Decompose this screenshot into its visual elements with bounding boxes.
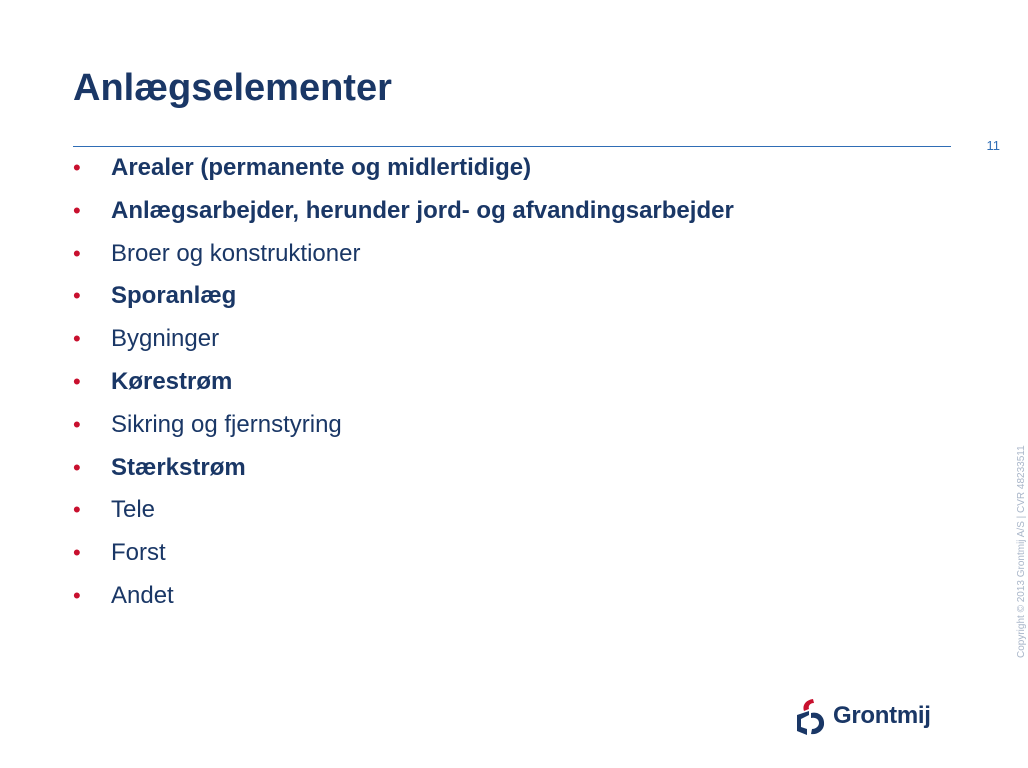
bullet-text: Tele [111, 496, 156, 524]
bullet-list [73, 148, 933, 619]
title-divider [73, 146, 951, 147]
bullet-item-staerkstroem [73, 448, 933, 491]
grontmij-logo [795, 695, 955, 739]
bullet-icon: • [73, 283, 81, 309]
bullet-item-sikring [73, 405, 933, 448]
bullet-item-andet [73, 576, 933, 619]
logo-wordmark: Grontmij [833, 702, 931, 729]
bullet-text: Sporanlæg [111, 282, 237, 310]
bullet-icon: • [73, 497, 81, 523]
bullet-text: Broer og konstruktioner [111, 239, 361, 267]
bullet-item-forst [73, 533, 933, 576]
bullet-text: Forst [111, 539, 166, 567]
copyright-notice: Copyright © 2013 Grontmij A/S | CVR 48233511 [1016, 445, 1027, 658]
bullet-icon: • [73, 454, 81, 480]
bullet-item-koerestroem [73, 362, 933, 405]
bullet-text: Sikring og fjernstyring [111, 410, 342, 438]
bullet-item-tele [73, 490, 933, 533]
bullet-text: Arealer (permanente og midlertidige) [111, 154, 532, 181]
bullet-item-anlaegsarbejder [73, 191, 933, 234]
bullet-icon: • [73, 540, 81, 566]
bullet-icon: • [73, 326, 81, 352]
bullet-item-arealer [73, 148, 933, 191]
bullet-icon: • [73, 582, 81, 608]
bullet-item-sporanlaeg [73, 276, 933, 319]
bullet-text: Andet [111, 581, 174, 609]
bullet-text: Stærkstrøm [111, 453, 246, 481]
bullet-icon: • [73, 155, 81, 180]
bullet-icon: • [73, 411, 81, 437]
bullet-item-broer [73, 234, 933, 277]
page-number: 11 [986, 138, 1000, 153]
bullet-text: Anlægsarbejder, herunder jord- og afvandingsarbejder [111, 196, 734, 224]
slide-title: Anlægselementer [73, 67, 392, 109]
bullet-text: Bygninger [111, 325, 220, 353]
bullet-icon: • [73, 368, 81, 394]
bullet-icon: • [73, 197, 81, 223]
bullet-item-bygninger [73, 319, 933, 362]
bullet-text: Kørestrøm [111, 367, 233, 395]
bullet-icon: • [73, 240, 81, 266]
grontmij-logo-icon [795, 697, 827, 737]
